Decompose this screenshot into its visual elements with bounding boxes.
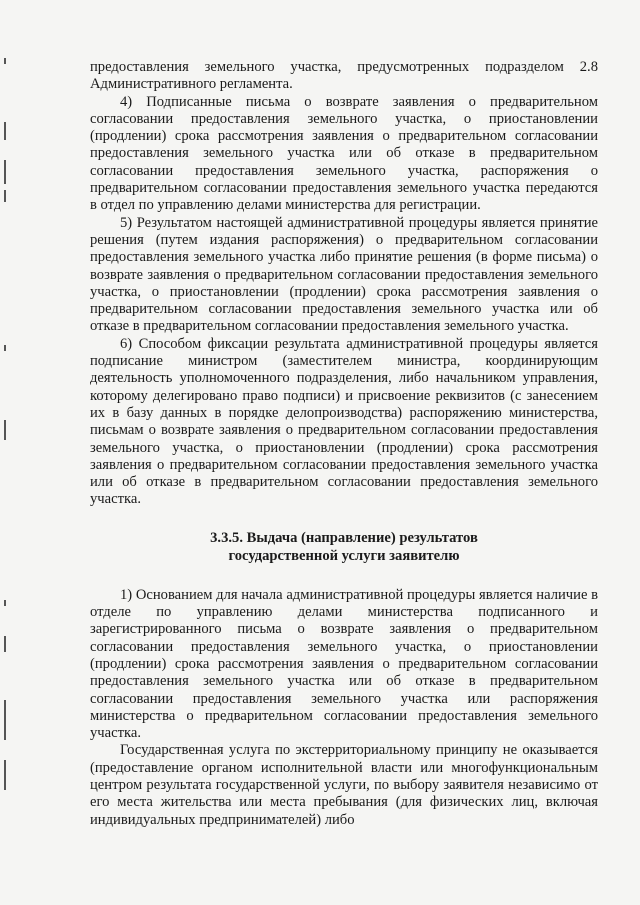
document-body: [90, 59, 598, 829]
paragraph-item-6: 6) Способом фиксации результата административной процедуры является подписание министром (заместителем министра, координирующим деятельность уполномоченного подразделения, либо начальником управления, которому делегировано право подписи) и присвоение реквизитов (с занесением их в базу данных в порядке делопроизводства) распоряжению министерства, письмам о возврате заявления о предварительном согласовании предоставления земельного участка, о приостановлении (продлении) срока рассмотрения заявления о предварительном согласовании предоставления земельного участка или об отказе в предварительном согласовании предоставления земельного участка.: [90, 335, 598, 508]
section-heading-line-1: 3.3.5. Выдача (направление) результатов: [210, 529, 478, 546]
scan-edge-marks: [4, 0, 12, 905]
paragraph-exterritorial: Государственная услуга по экстерриториальному принципу не оказывается (предоставление органом исполнительной власти или многофункциональным центром результата государственной услуги, по выбору заявителя независимо от его места жительства или места пребывания (для физических лиц, включая индивидуальных предпринимателей) либо: [90, 742, 598, 828]
section-heading: [90, 529, 598, 565]
paragraph-continuation: предоставления земельного участка, предусмотренных подразделом 2.8 Административного регламента.: [90, 59, 598, 93]
paragraph-item-1: 1) Основанием для начала административной процедуры является наличие в отделе по управлению делами министерства подписанного и зарегистрированного письма о возврате заявления о предварительном согласовании предоставления земельного участка, о приостановлении (продлении) срока рассмотрения заявления о предварительном согласовании предоставления земельного участка или об отказе в предварительном согласовании предоставления земельного участка или распоряжения министерства о предварительном согласовании предоставления земельного участка.: [90, 586, 598, 742]
paragraph-item-5: 5) Результатом настоящей административной процедуры является принятие решения (путем издания распоряжения) о предварительном согласовании предоставления земельного участка либо принятие решения (в форме письма) о возврате заявления о предварительном согласовании предоставления земельного участка, о приостановлении (продлении) срока рассмотрения заявления о предварительном согласовании предоставления земельного участка или об отказе в предварительном согласовании предоставления земельного участка.: [90, 214, 598, 335]
section-heading-line-2: государственной услуги заявителю: [228, 547, 460, 564]
paragraph-item-4: 4) Подписанные письма о возврате заявления о предварительном согласовании предоставления земельного участка, о приостановлении (продлении) срока рассмотрения заявления о предварительном согласовании предоставления земельного участка или об отказе в предварительном согласовании предоставления земельного участка, распоряжения о предварительном согласовании предоставления земельного участка передаются в отдел по управлению делами министерства для регистрации.: [90, 93, 598, 214]
